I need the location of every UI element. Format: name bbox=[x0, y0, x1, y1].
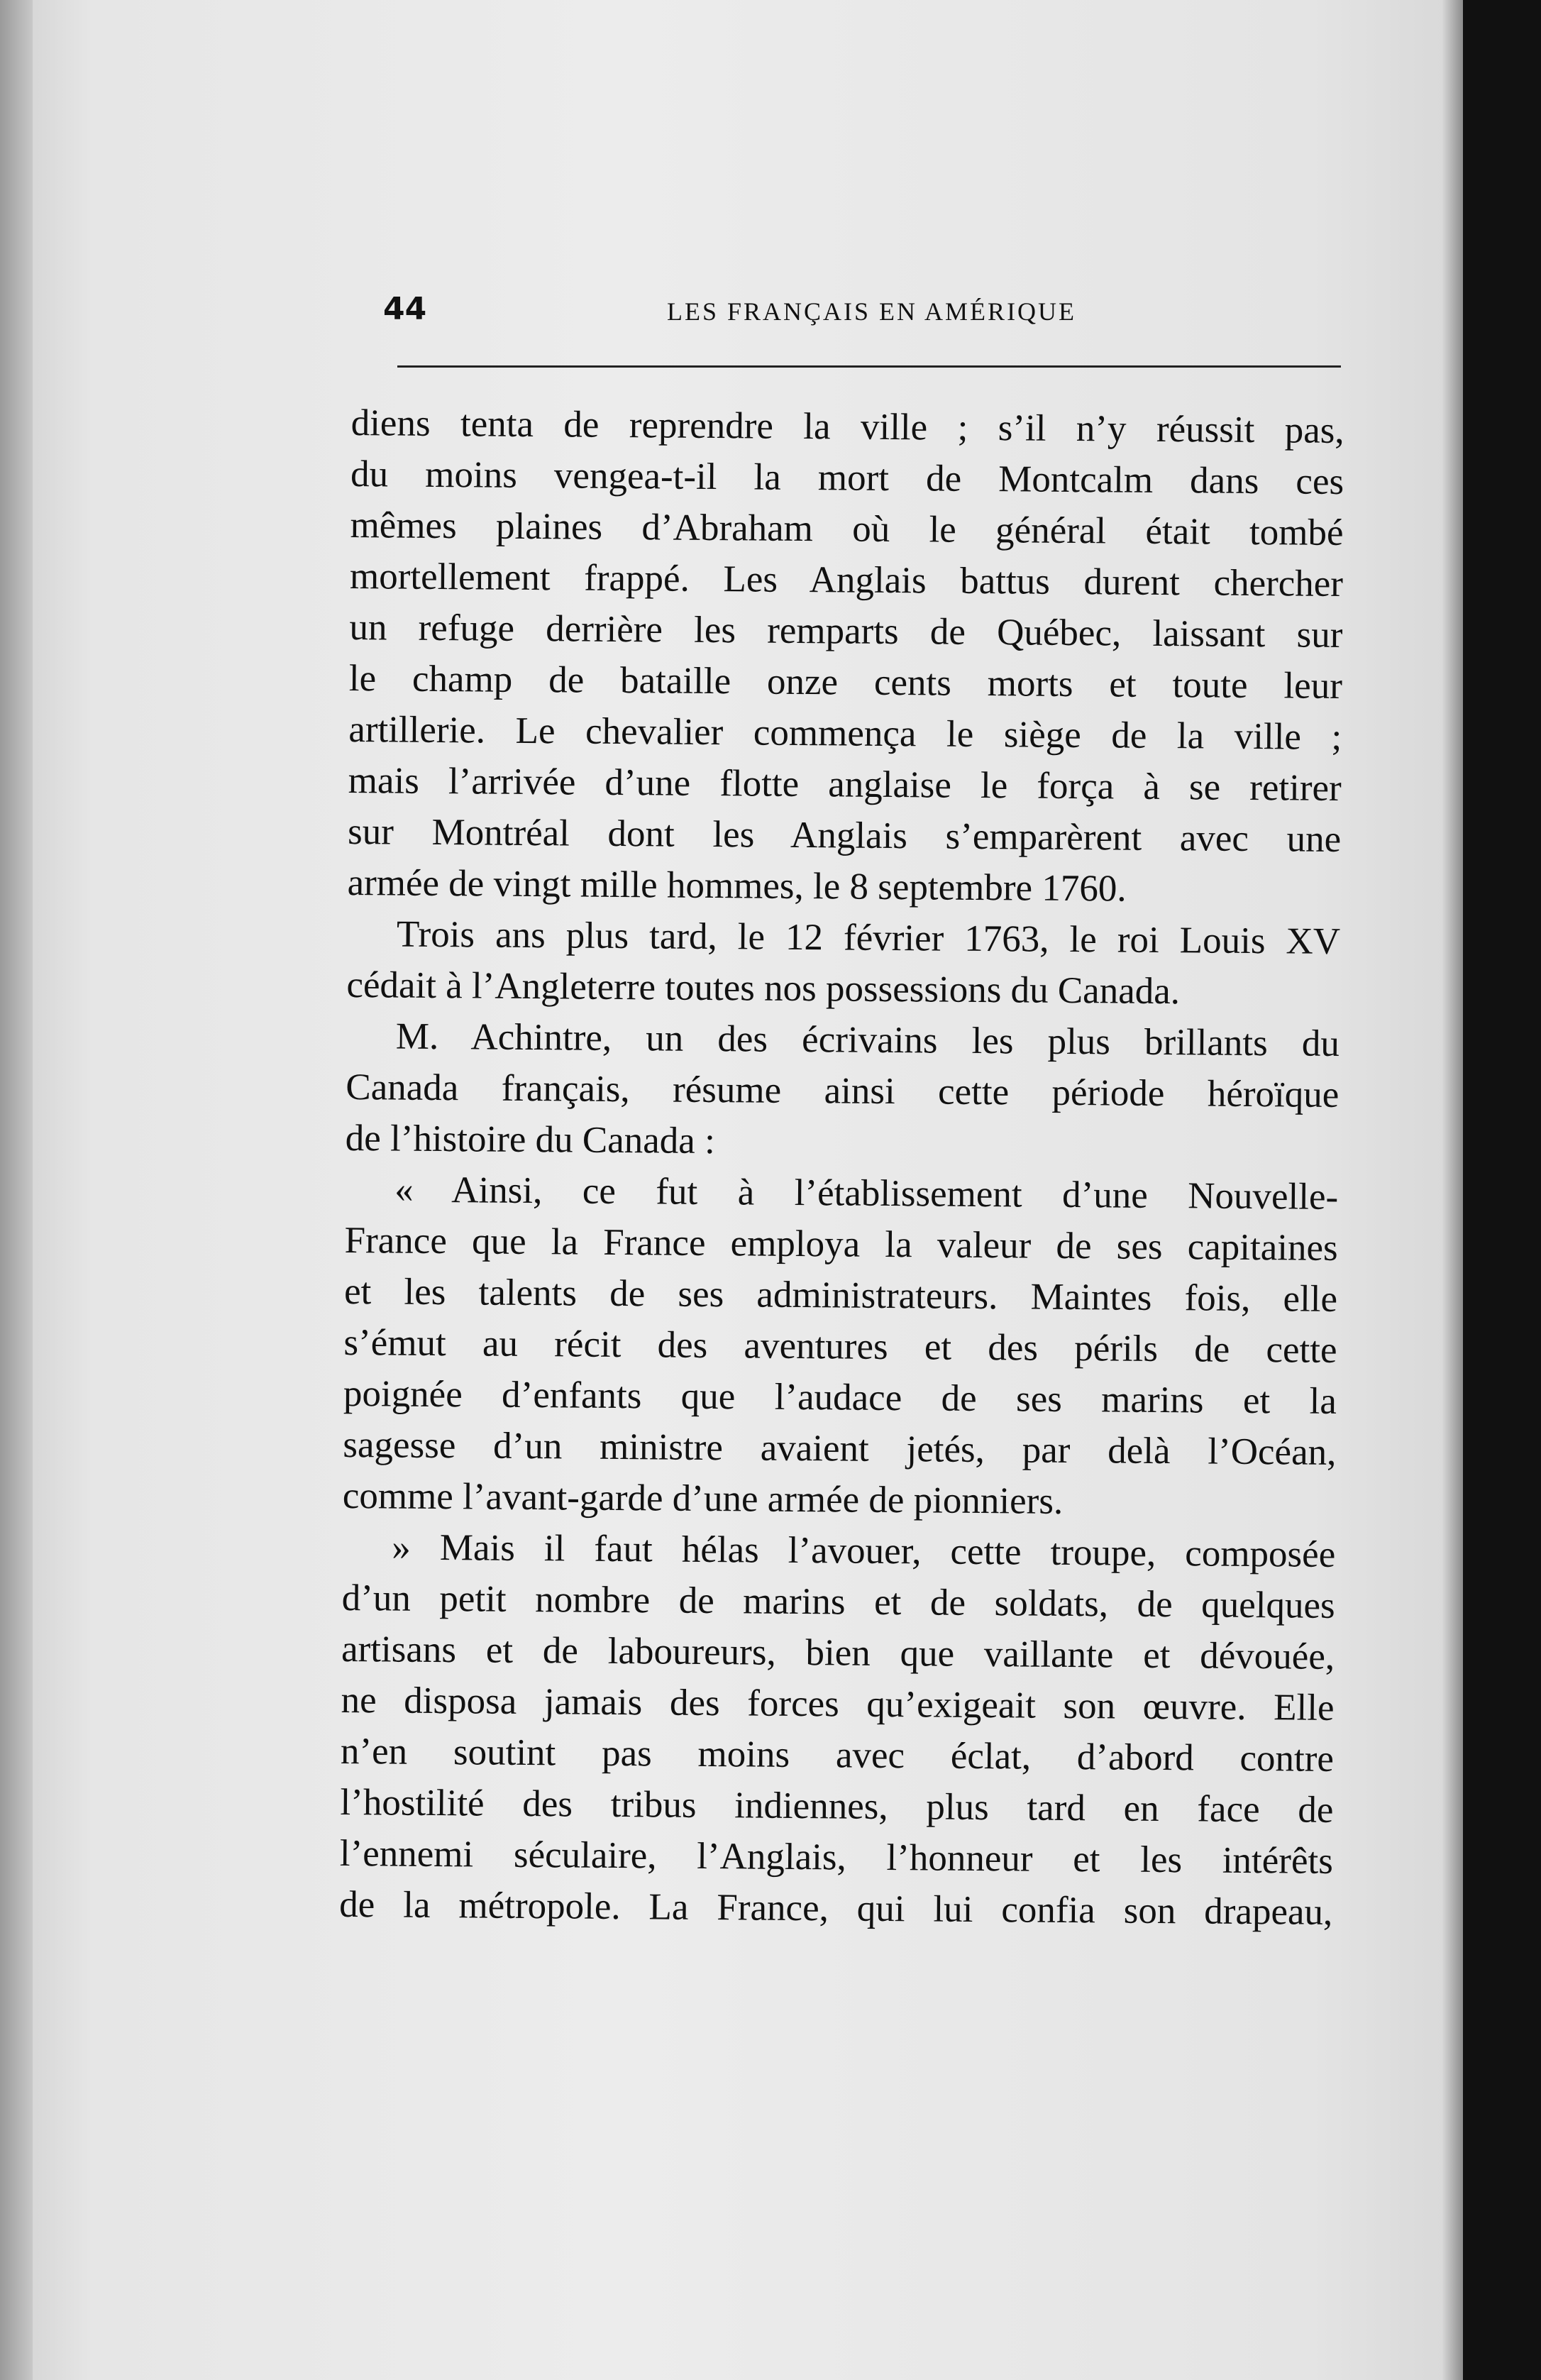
text-line: du moins vengea-t-il la mort de Montcalm dans ces bbox=[350, 453, 1344, 502]
text-line: le champ de bataille onze cents morts et toute leur bbox=[348, 657, 1343, 707]
text-line: poignée d’enfants que l’audace de ses marins et la bbox=[343, 1372, 1337, 1422]
running-title: LES FRANÇAIS EN AMÉRIQUE bbox=[667, 297, 1077, 326]
text-line: ne disposa jamais des forces qu’exigeait son œuvre. Elle bbox=[341, 1679, 1335, 1729]
text-line: « Ainsi, ce fut à l’établissement d’une Nouvelle- bbox=[394, 1169, 1339, 1218]
text-line: de l’histoire du Canada : bbox=[345, 1117, 716, 1162]
body-text bbox=[339, 397, 1344, 1938]
scan-edge-shadow bbox=[1442, 0, 1463, 2380]
text-line: mortellement frappé. Les Anglais battus durent chercher bbox=[349, 555, 1344, 605]
text-line: artillerie. Le chevalier commença le siège de la ville ; bbox=[348, 708, 1342, 758]
scan-gutter-left bbox=[0, 0, 33, 2380]
page-header bbox=[383, 291, 1341, 341]
page-number: 44 bbox=[383, 291, 427, 327]
text-line: mêmes plaines d’Abraham où le général était tombé bbox=[350, 504, 1344, 553]
text-line: artisans et de laboureurs, bien que vaillante et dévouée, bbox=[341, 1628, 1335, 1677]
text-line: l’hostilité des tribus indiennes, plus tard en face de bbox=[340, 1781, 1334, 1831]
text-line: Canada français, résume ainsi cette période héroïque bbox=[346, 1066, 1340, 1115]
text-line: et les talents de ses administrateurs. Maintes fois, elle bbox=[343, 1270, 1338, 1320]
header-rule bbox=[397, 365, 1341, 368]
scan-edge-right bbox=[1463, 0, 1541, 2380]
text-line: diens tenta de reprendre la ville ; s’il n’y réussit pas, bbox=[350, 402, 1344, 451]
text-line: de la métropole. La France, qui lui confia son drapeau, bbox=[339, 1883, 1333, 1933]
text-line: l’ennemi séculaire, l’Anglais, l’honneur et les intérêts bbox=[339, 1832, 1334, 1882]
text-line: un refuge derrière les remparts de Québec, laissant sur bbox=[349, 606, 1343, 656]
text-line: M. Achintre, un des écrivains les plus brillants du bbox=[395, 1015, 1340, 1064]
text-line: n’en soutint pas moins avec éclat, d’abord contre bbox=[340, 1730, 1335, 1780]
text-line: cédait à l’Angleterre toutes nos possessions du Canada. bbox=[346, 964, 1181, 1013]
text-line: comme l’avant-garde d’une armée de pionniers. bbox=[342, 1475, 1064, 1522]
text-line: Trois ans plus tard, le 12 février 1763, le roi Louis XV bbox=[396, 913, 1341, 962]
text-line: mais l’arrivée d’une flotte anglaise le força à se retirer bbox=[348, 759, 1342, 809]
text-line: d’un petit nombre de marins et de soldats, de quelques bbox=[341, 1577, 1335, 1626]
text-line: sur Montréal dont les Anglais s’emparèrent avec une bbox=[347, 810, 1342, 860]
text-line: » Mais il faut hélas l’avouer, cette troupe, composée bbox=[392, 1526, 1336, 1575]
text-line: sagesse d’un ministre avaient jetés, par delà l’Océan, bbox=[343, 1423, 1337, 1473]
text-line: France que la France employa la valeur de ses capitaines bbox=[344, 1219, 1338, 1269]
text-line: armée de vingt mille hommes, le 8 septembre 1760. bbox=[347, 861, 1127, 910]
text-line: s’émut au récit des aventures et des périls de cette bbox=[343, 1321, 1337, 1371]
